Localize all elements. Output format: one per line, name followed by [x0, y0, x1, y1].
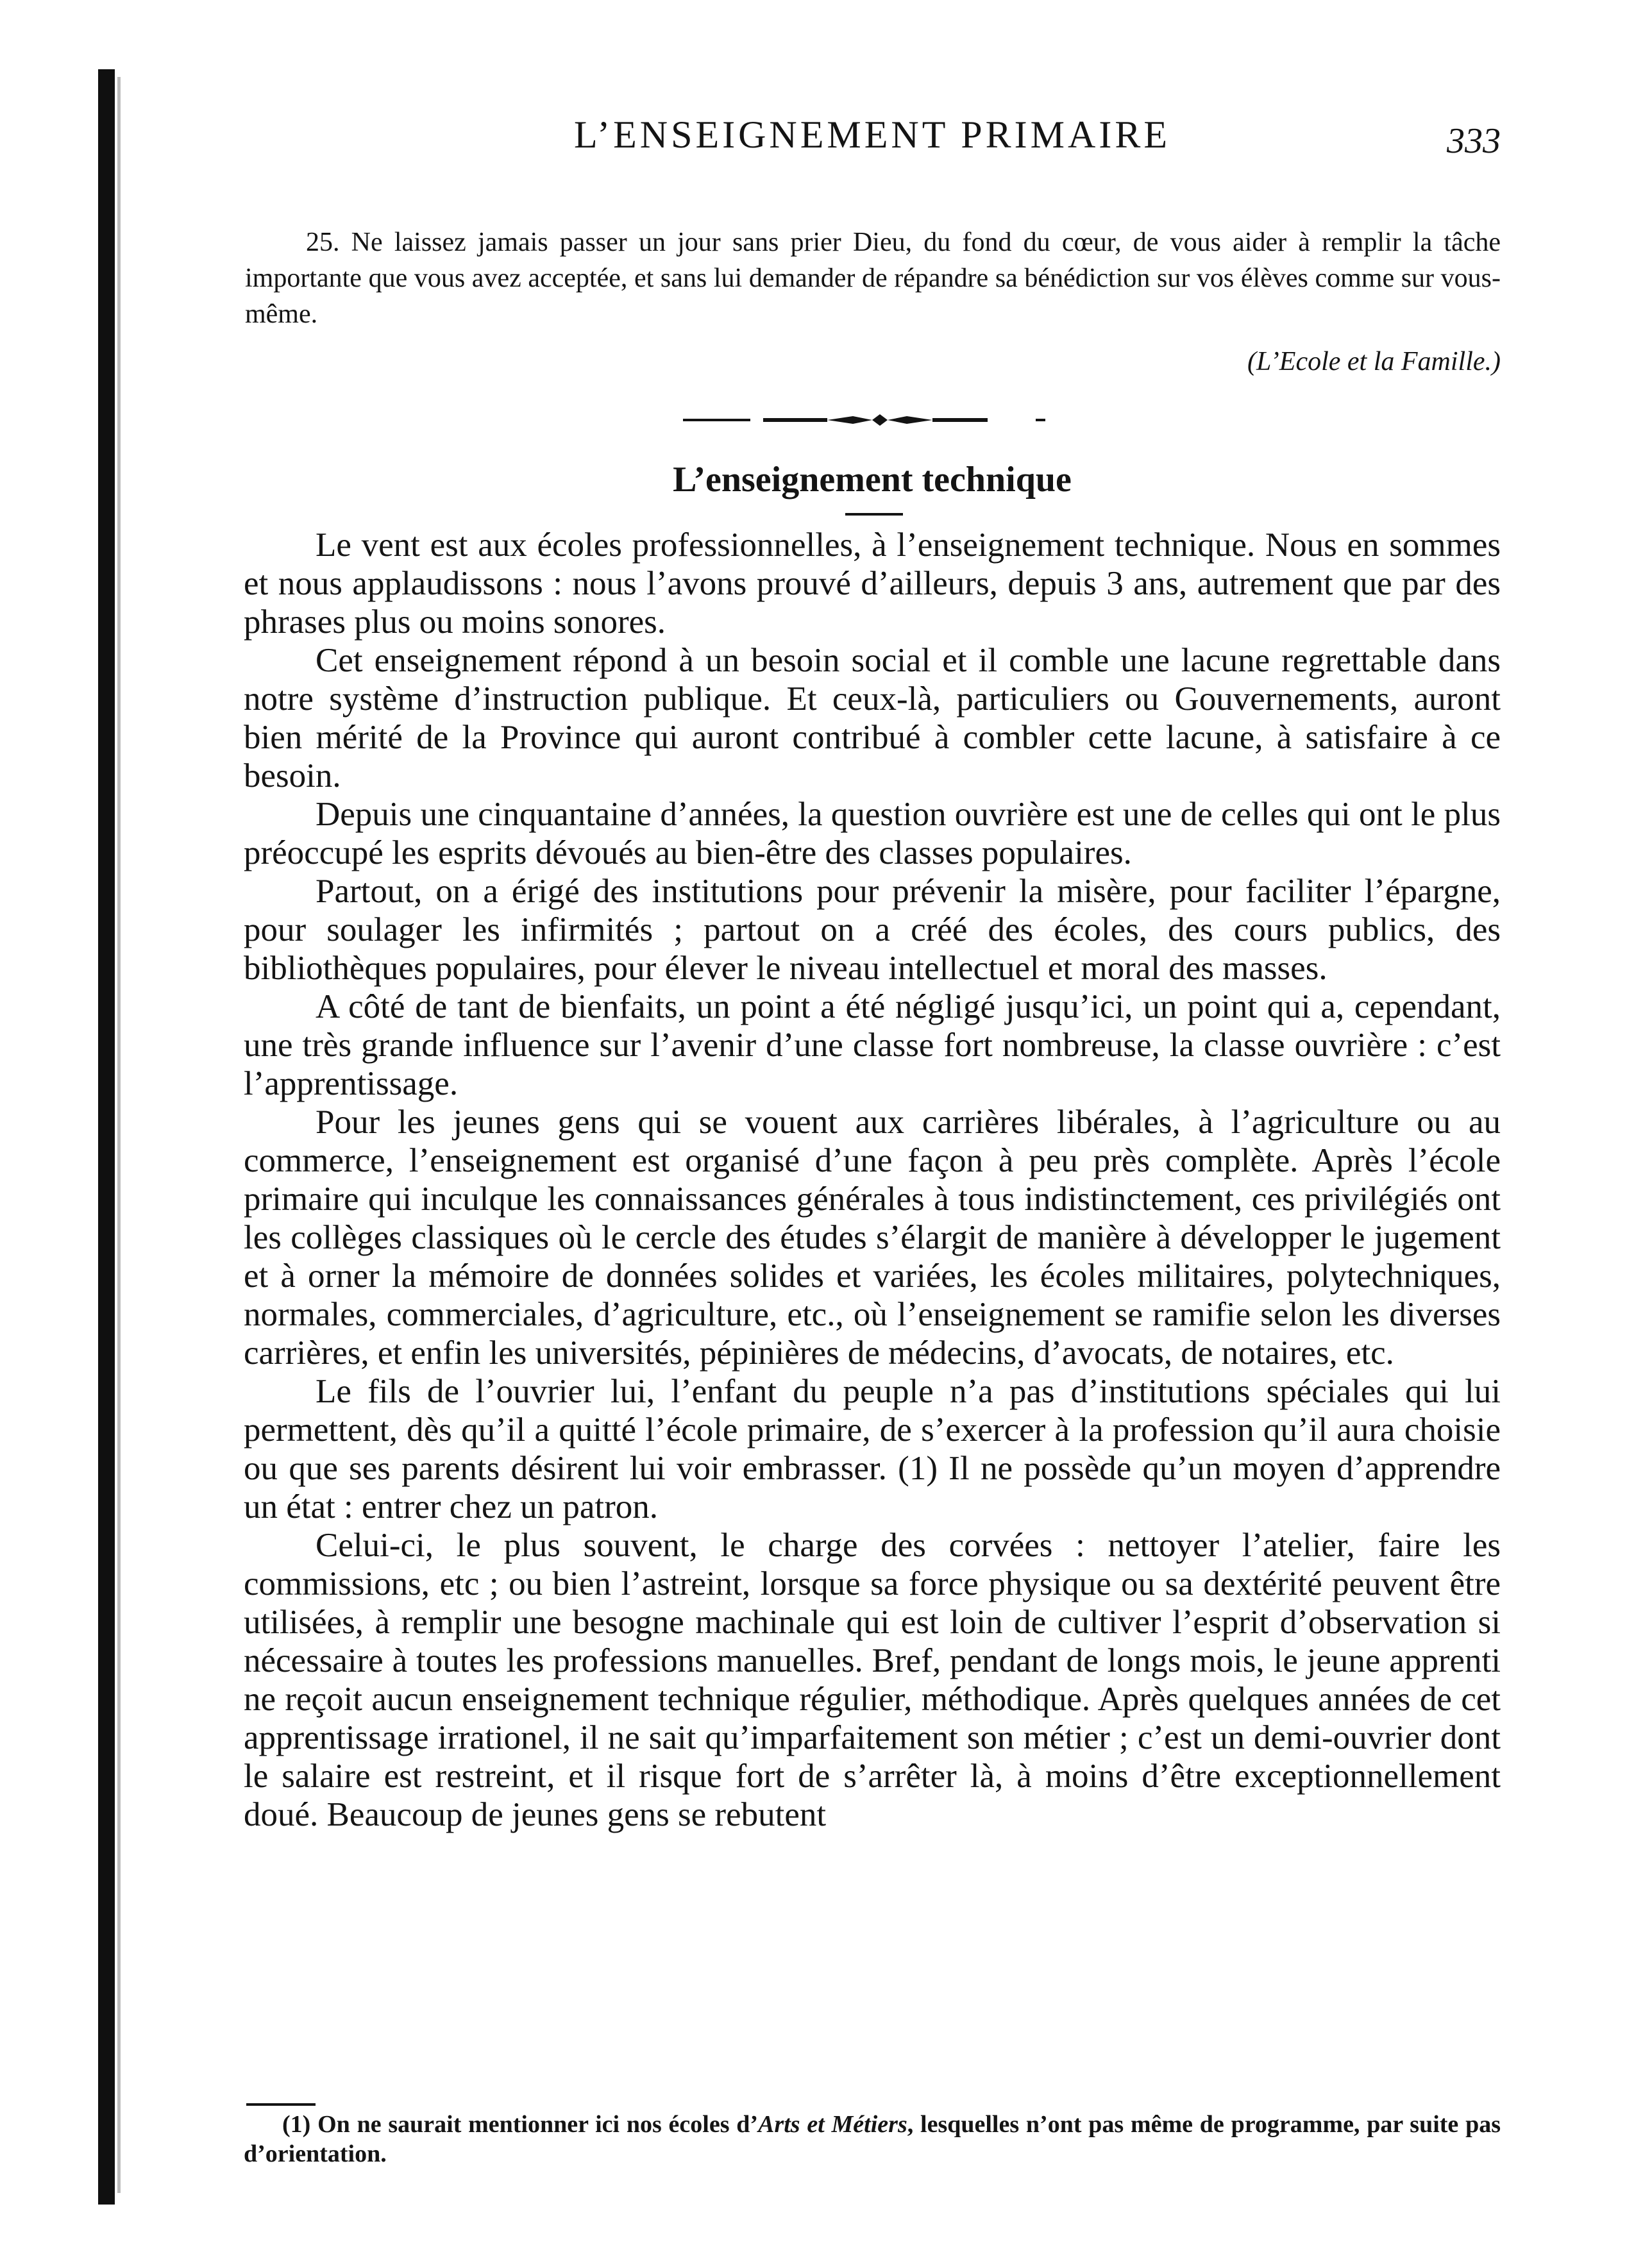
- binding-edge-shadow: [117, 77, 121, 2193]
- paragraph: A côté de tant de bienfaits, un point a été négligé jusqu’ici, un point qui a, cependant, une très grande influence sur l’avenir d’une classe fort nombreuse, la classe ouvrière : c’est l’apprentissage.: [244, 988, 1501, 1102]
- footnote-italic-text: Arts et Métiers: [758, 2111, 907, 2138]
- binding-edge: [98, 69, 115, 2205]
- paragraph: Celui-ci, le plus souvent, le charge des corvées : nettoyer l’atelier, faire les commissions, etc ; ou bien l’astreint, lorsque sa force physique ou sa dextérité peuvent être utilisées, à remplir une besogne machinale qui est loin de cultiver l’esprit d’observation si nécessaire à toutes les professions manuelles. Bref, pendant de longs mois, le jeune apprenti ne reçoit aucun enseignement technique régulier, méthodique. Après quelques années de cet apprentissage irrationel, il ne sait qu’imparfaitement son métier ; c’est un demi-ouvrier dont le salaire est restreint, et il risque fort de s’arrêter là, à moins d’être exceptionnellement doué. Beaucoup de jeunes gens se rebutent: [244, 1527, 1501, 1833]
- citation: (L’Ecole et la Famille.): [1247, 347, 1501, 376]
- footnote-marker: (1): [282, 2111, 311, 2138]
- footnote-rule: [246, 2103, 316, 2106]
- page-number: 333: [1447, 121, 1501, 161]
- footnote: [244, 2110, 1501, 2169]
- paragraph: Partout, on a érigé des institutions pour prévenir la misère, pour faciliter l’épargne, pour soulager les infirmités ; partout on a créé des écoles, des cours publics, des bibliothèques populaires, pour élever le niveau intellectuel et moral des masses.: [244, 873, 1501, 987]
- paragraph: Le fils de l’ouvrier lui, l’enfant du peuple n’a pas d’institutions spéciales qui lui permettent, dès qu’il a quitté l’école primaire, de s’exercer à la profession qu’il aura choisie ou que ses parents désirent lui voir embrasser. (1) Il ne possède qu’un moyen d’apprendre un état : entrer chez un patron.: [244, 1373, 1501, 1525]
- footnote-text-end: , lesquelles n’ont pas même de programme, par suite pas d’orientation.: [244, 2111, 1501, 2167]
- previous-paragraph: 25. Ne laissez jamais passer un jour sans prier Dieu, du fond du cœur, de vous aider à remplir la tâche importante que vous avez acceptée, et sans lui demander de répandre sa bénédiction sur vos élèves comme sur vous-même.: [245, 228, 1501, 329]
- footnote-text-start: On ne saurait mentionner ici nos écoles d’: [317, 2111, 759, 2138]
- paragraph: Depuis une cinquantaine d’années, la question ouvrière est une de celles qui ont le plus préoccupé les esprits dévoués au bien-être des classes populaires.: [244, 796, 1501, 871]
- page-header: [244, 109, 1501, 160]
- article-body: [244, 526, 1501, 1834]
- paragraph: Le vent est aux écoles professionnelles, à l’enseignement technique. Nous en sommes et nous applaudissons : nous l’avons prouvé d’ailleurs, depuis 3 ans, autrement que par des phrases plus ou moins sonores.: [244, 526, 1501, 641]
- section-divider-ornament: [680, 410, 1065, 430]
- running-head: L’ENSEIGNEMENT PRIMAIRE: [573, 113, 1170, 156]
- article-title: L’enseignement technique: [673, 460, 1072, 500]
- title-underline: [845, 513, 903, 516]
- paragraph: Cet enseignement répond à un besoin social et il comble une lacune regrettable dans notre système d’instruction publique. Et ceux-là, particuliers ou Gouvernements, auront bien mérité de la Province qui auront contribué à combler cette lacune, à satisfaire à ce besoin.: [244, 642, 1501, 794]
- previous-section: [245, 224, 1501, 332]
- paragraph: Pour les jeunes gens qui se vouent aux carrières libérales, à l’agriculture ou au commerce, l’enseignement est organisé d’une façon à peu près complète. Après l’école primaire qui inculque les connaissances générales à tous indistinctement, ces privilégiés ont les collèges classiques où le cercle des études s’élargit de manière à développer le jugement et à orner la mémoire de données solides et variées, les écoles militaires, polytechniques, normales, commerciales, d’agriculture, etc., où l’enseignement se ramifie selon les diverses carrières, et enfin les universités, pépinières de médecins, d’avocats, de notaires, etc.: [244, 1104, 1501, 1372]
